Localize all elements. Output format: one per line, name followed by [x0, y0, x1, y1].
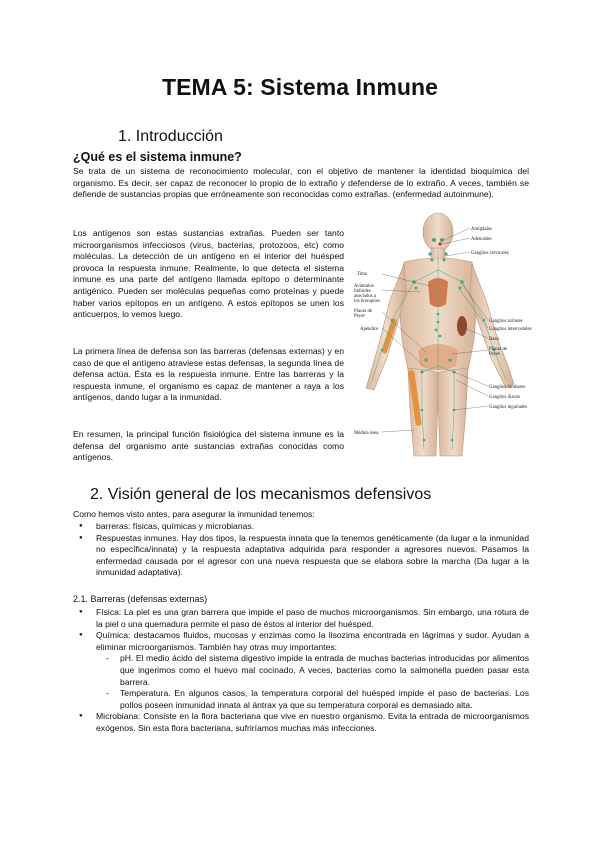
label-placas-peyer-right: Placas de Peyer: [489, 347, 507, 357]
label-ganglios-intercostales: Ganglios intercostales: [489, 327, 532, 332]
label-ganglios-inguinales: Ganglios inguinales: [489, 405, 528, 410]
spleen-shape: [457, 316, 467, 336]
barriers-list: [73, 607, 529, 735]
label-timo: Timo: [357, 272, 368, 277]
list-item-barreras: ● barreras: físicas, químicas y microbianas.: [73, 521, 529, 533]
label-medula-osea: Médula ósea: [354, 431, 379, 436]
chemical-sublist: [96, 653, 529, 711]
document-title: TEMA 5: Sistema Inmune: [161, 74, 439, 100]
lymphatic-system-figure: [352, 210, 532, 456]
subsection-2-1-label: 2.1. Barreras (defensas externas): [73, 594, 208, 604]
label-ganglios-iliacos: Ganglios iliacos: [489, 395, 521, 400]
label-ganglios-cervicales: Ganglios cervicales: [471, 251, 509, 256]
chemical-temperatura: - Temperatura. En algunos casos, la temperatura corporal del huésped impide el paso de bacterias. Los pollos poseen inmunidad innata al ántrax ya que su temperatura corporal es demasiado alta.: [96, 688, 529, 711]
barrier-quimica: [73, 630, 529, 711]
label-acumulos: Acúmulos linfoides asociados a los bronquios: [354, 284, 380, 304]
chemical-ph: - pH. El medio ácido del sistema digestivo impide la entrada de muchas bacterias introducidas por alimentos que ingerimos como el huevo mal cocinado. A veces, bacterias como la salmonella pueden pasar esta barrera.: [96, 653, 529, 688]
label-adenoides: Adenoides: [471, 237, 492, 242]
section-1-question: ¿Qué es el sistema inmune?: [73, 150, 242, 164]
label-apendice: Apéndice: [360, 327, 379, 332]
label-placas-peyer-left: Placas de Peyer: [354, 309, 372, 319]
defense-paragraph: La primera línea de defensa son las barreras (defensas externas) y en caso de que el antígeno atraviese estas defensas, la segunda línea de defensa actúa. Ésta es la respuesta inmune. Entre las barreras y la respuesta inmune, el organismo es capaz de mantener a raya a los antígenos, dando lugar a la inmunidad.: [73, 346, 344, 403]
label-amigdalas: Amígdalas: [471, 227, 492, 232]
antigens-paragraph: Los antígenos son estas sustancias extrañas. Pueden ser tanto microorganismos infecciosos (virus, bacterias, protozoos, etc) como moléculas. La detección de un antígeno en el interior del huésped provoca la respuesta inmune. Realmente, lo que detecta el sistema inmune es una parte del antígeno llamada epítopo o determinante antigénico. Pueden ser moléculas pequeñas como proteínas y puede haber varios epítopos en un antígeno. A estos epítopos se unen los anticuerpos, lo vemos luego.: [73, 228, 344, 320]
section-2-intro: Como hemos visto antes, para asegurar la inmunidad tenemos:: [73, 509, 315, 519]
barrier-fisica: ● Física: La piel es una gran barrera que impide el paso de muchos microorganismos. Sin embargo, una rotura de la piel o una quemadura permite el paso de éstos al interior del huésped.: [73, 607, 529, 630]
label-ganglios-axilares: Ganglios axilares: [489, 319, 523, 324]
label-ganglios-lumbares: Ganglios lumbares: [489, 385, 526, 390]
label-bazo: Bazo: [489, 337, 499, 342]
section-1-heading: 1. Introducción: [118, 128, 223, 145]
barrier-microbiana: ● Microbiana: Consiste en la flora bacteriana que vive en nuestro organismo. Evita la entrada de microorganismos exógenos. Sin esta flora bacteriana, sufriríamos muchas más infecciones.: [73, 711, 529, 734]
tonsil-mark: [438, 242, 441, 245]
section-2-heading: 2. Visión general de los mecanismos defensivos: [90, 486, 432, 503]
mechanisms-list: [73, 521, 529, 579]
list-item-respuestas: ● Respuestas inmunes. Hay dos tipos, la respuesta innata que la tenemos genéticamente (da lugar a la inmunidad no específica/innata) y la respuesta adaptativa adquirida para responder a agresores nuevos. Pasamos la enfermedad causada por el agresor con una nueva respuesta que se elabora sobre la marcha (Da lugar a la inmunidad adaptativa).: [73, 533, 529, 579]
intro-paragraph: Se trata de un sistema de reconocimiento molecular, con el objetivo de mantener la identidad bioquímica del organismo. Es decir, ser capaz de reconocer lo propio de lo extraño y defenderse de lo extraño. A veces, también se defiende de sustancias propias que erróneamente son reconocidas como extrañas. (enfermedad autoinmune).: [73, 166, 529, 200]
barrier-quimica-text: Química: destacamos fluidos, mucosas y enzimas como la lisozima encontrada en lágrimas y sudor. Ayudan a eliminar microorganismos. También hay otras muy importantes:: [96, 630, 529, 652]
summary-paragraph: En resumen, la principal función fisiológica del sistema inmune es la defensa del organismo ante sustancias extrañas conocidas como antígenos.: [73, 429, 344, 463]
lymphatic-system-diagram: [352, 210, 532, 456]
